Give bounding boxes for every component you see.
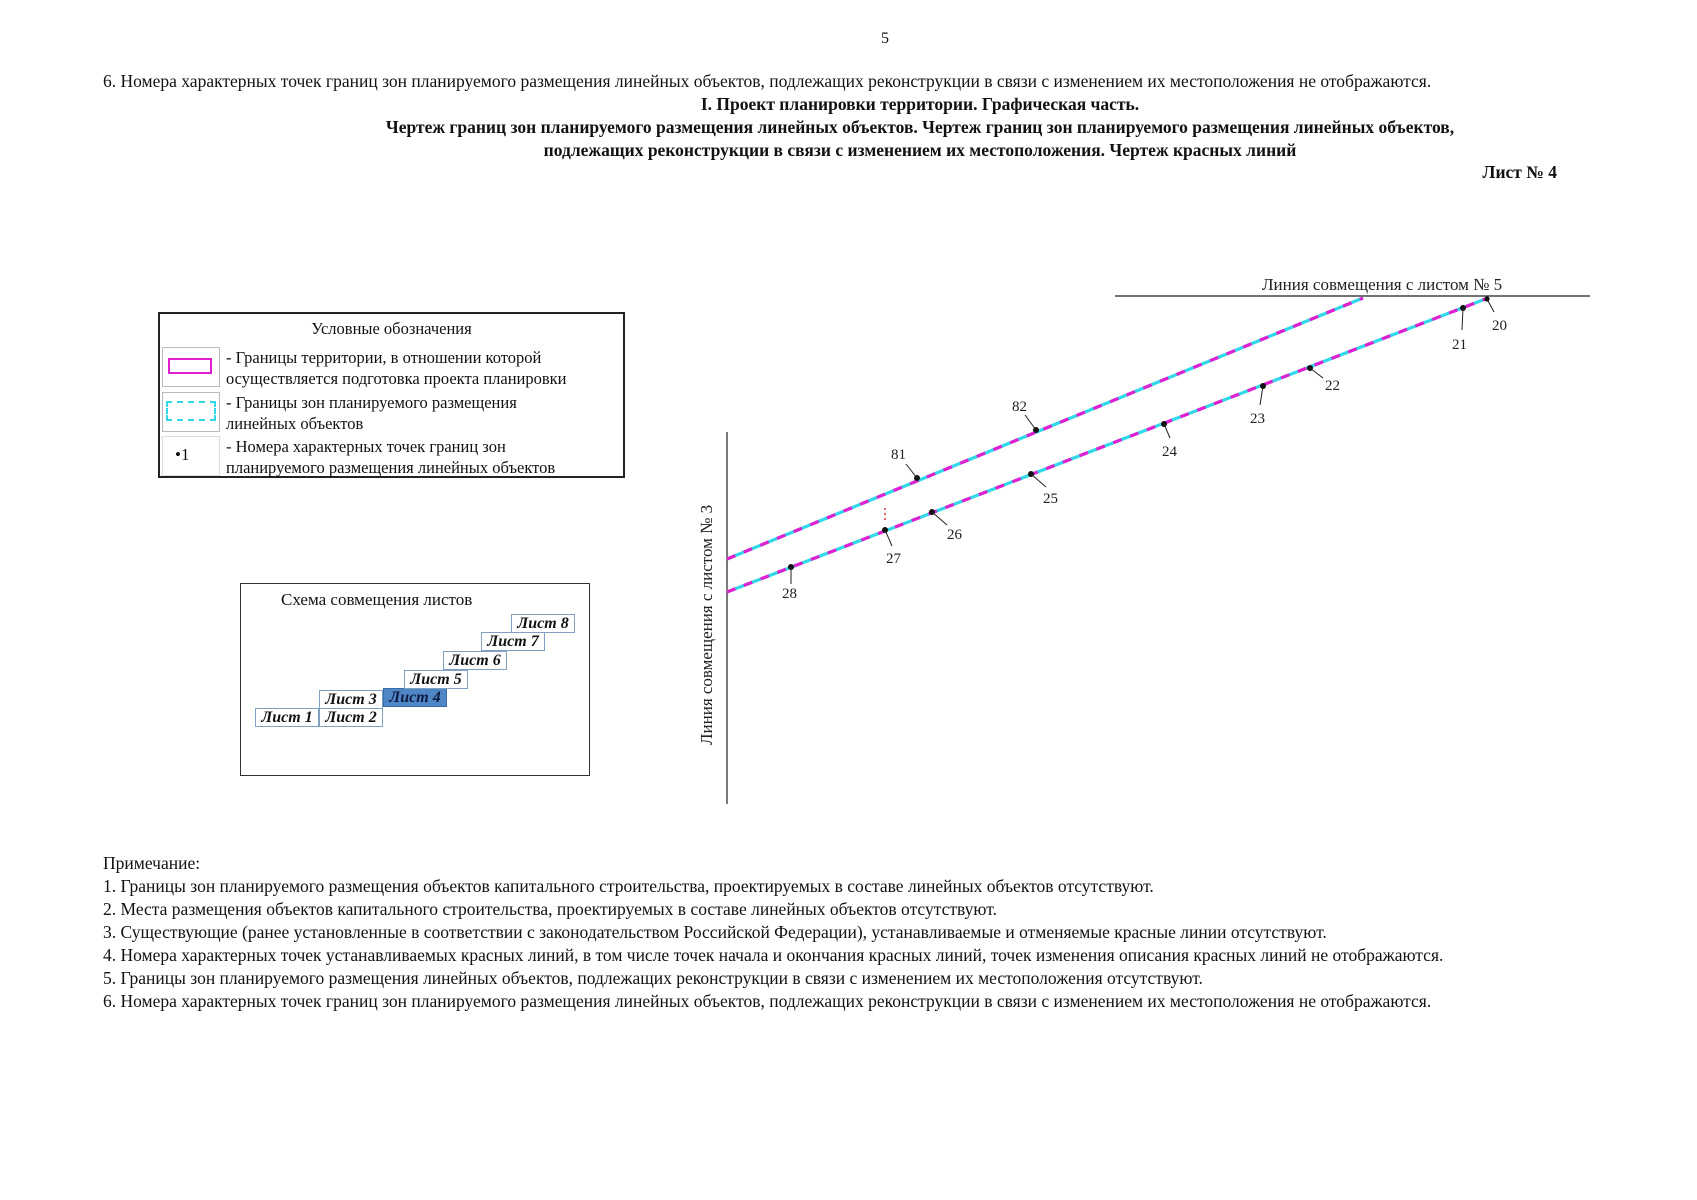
note-item: 3. Существующие (ранее установленные в соответствии с законодательством Российской Федерации), устанавливаемые и отменяемые красные линии отсутствуют. <box>103 922 1327 942</box>
svg-text:23: 23 <box>1250 411 1265 427</box>
point-24 <box>1161 421 1178 460</box>
svg-text:20: 20 <box>1492 318 1507 334</box>
page-number: 5 <box>881 30 889 47</box>
scheme-sheet-7: Лист 7 <box>481 632 545 651</box>
point-82 <box>1012 399 1039 433</box>
heading-line-1: I. Проект планировки территории. Графическая часть. <box>700 94 1140 114</box>
heading-line-2: Чертеж границ зон планируемого размещения линейных объектов. Чертеж границ зон планируемого размещения линейных объектов, <box>385 117 1455 137</box>
scheme-title: Схема совмещения листов <box>281 590 473 609</box>
lower-zone-boundary-cyan <box>727 298 1488 592</box>
scheme-sheet-4-active: Лист 4 <box>383 688 447 707</box>
sheet-number-label: Лист № 4 <box>1482 162 1557 182</box>
scheme-sheet-8: Лист 8 <box>511 614 575 633</box>
legend-title: Условные обозначения <box>311 319 472 338</box>
note-item: 4. Номера характерных точек устанавливаемых красных линий, в том числе точек начала и окончания красных линий, точек изменения описания красных линий не отображаются. <box>103 945 1444 965</box>
note-item: 2. Места размещения объектов капитального строительства, проектируемых в составе линейных объектов отсутствуют. <box>103 899 997 919</box>
top-note: 6. Номера характерных точек границ зон планируемого размещения линейных объектов, подлежащих реконструкции в связи с изменением их местоположения не отображаются. <box>103 71 1432 91</box>
scheme-sheet-2: Лист 2 <box>319 708 383 727</box>
legend-text: осуществляется подготовка проекта планировки <box>226 369 567 388</box>
point-81 <box>891 447 920 481</box>
svg-text:27: 27 <box>886 551 901 567</box>
scheme-sheet-6: Лист 6 <box>443 651 507 670</box>
scheme-sheet-3: Лист 3 <box>319 690 383 709</box>
notes-title: Примечание: <box>103 853 201 873</box>
svg-text:82: 82 <box>1012 399 1027 415</box>
legend-text: планируемого размещения линейных объектов <box>226 458 556 477</box>
legend-text: линейных объектов <box>226 414 364 433</box>
note-item: 1. Границы зон планируемого размещения объектов капитального строительства, проектируемых в составе линейных объектов отсутствуют. <box>103 876 1154 896</box>
svg-text:28: 28 <box>782 586 797 602</box>
note-item: 5. Границы зон планируемого размещения линейных объектов, подлежащих реконструкции в связи с изменением их местоположения отсутствуют. <box>103 968 1203 988</box>
point-27 <box>882 527 902 567</box>
point-26 <box>929 509 963 543</box>
left-edge-label: Линия совмещения с листом № 3 <box>697 504 716 745</box>
scheme-sheet-1: Лист 1 <box>255 708 319 727</box>
point-number-icon: •1 <box>162 436 220 476</box>
top-edge-label: Линия совмещения с листом № 5 <box>1262 275 1503 294</box>
note-item: 6. Номера характерных точек границ зон планируемого размещения линейных объектов, подлежащих реконструкции в связи с изменением их местоположения не отображаются. <box>103 991 1432 1011</box>
point-25 <box>1028 471 1058 507</box>
svg-text:25: 25 <box>1043 491 1058 507</box>
point-20 <box>1484 296 1507 334</box>
svg-text:81: 81 <box>891 447 906 463</box>
svg-text:24: 24 <box>1162 444 1177 460</box>
scheme-sheet-5: Лист 5 <box>404 670 468 689</box>
legend-text: - Границы зон планируемого размещения <box>226 393 517 412</box>
notes-block <box>103 852 1443 1013</box>
heading-line-3: подлежащих реконструкции в связи с изменением их местоположения. Чертеж красных линий <box>543 140 1297 160</box>
svg-text:26: 26 <box>947 527 962 543</box>
legend-text: - Границы территории, в отношении которой <box>226 348 542 367</box>
svg-text:22: 22 <box>1325 378 1340 394</box>
svg-text:21: 21 <box>1452 337 1467 353</box>
legend-text: - Номера характерных точек границ зон <box>226 437 506 456</box>
point-22 <box>1307 365 1340 394</box>
